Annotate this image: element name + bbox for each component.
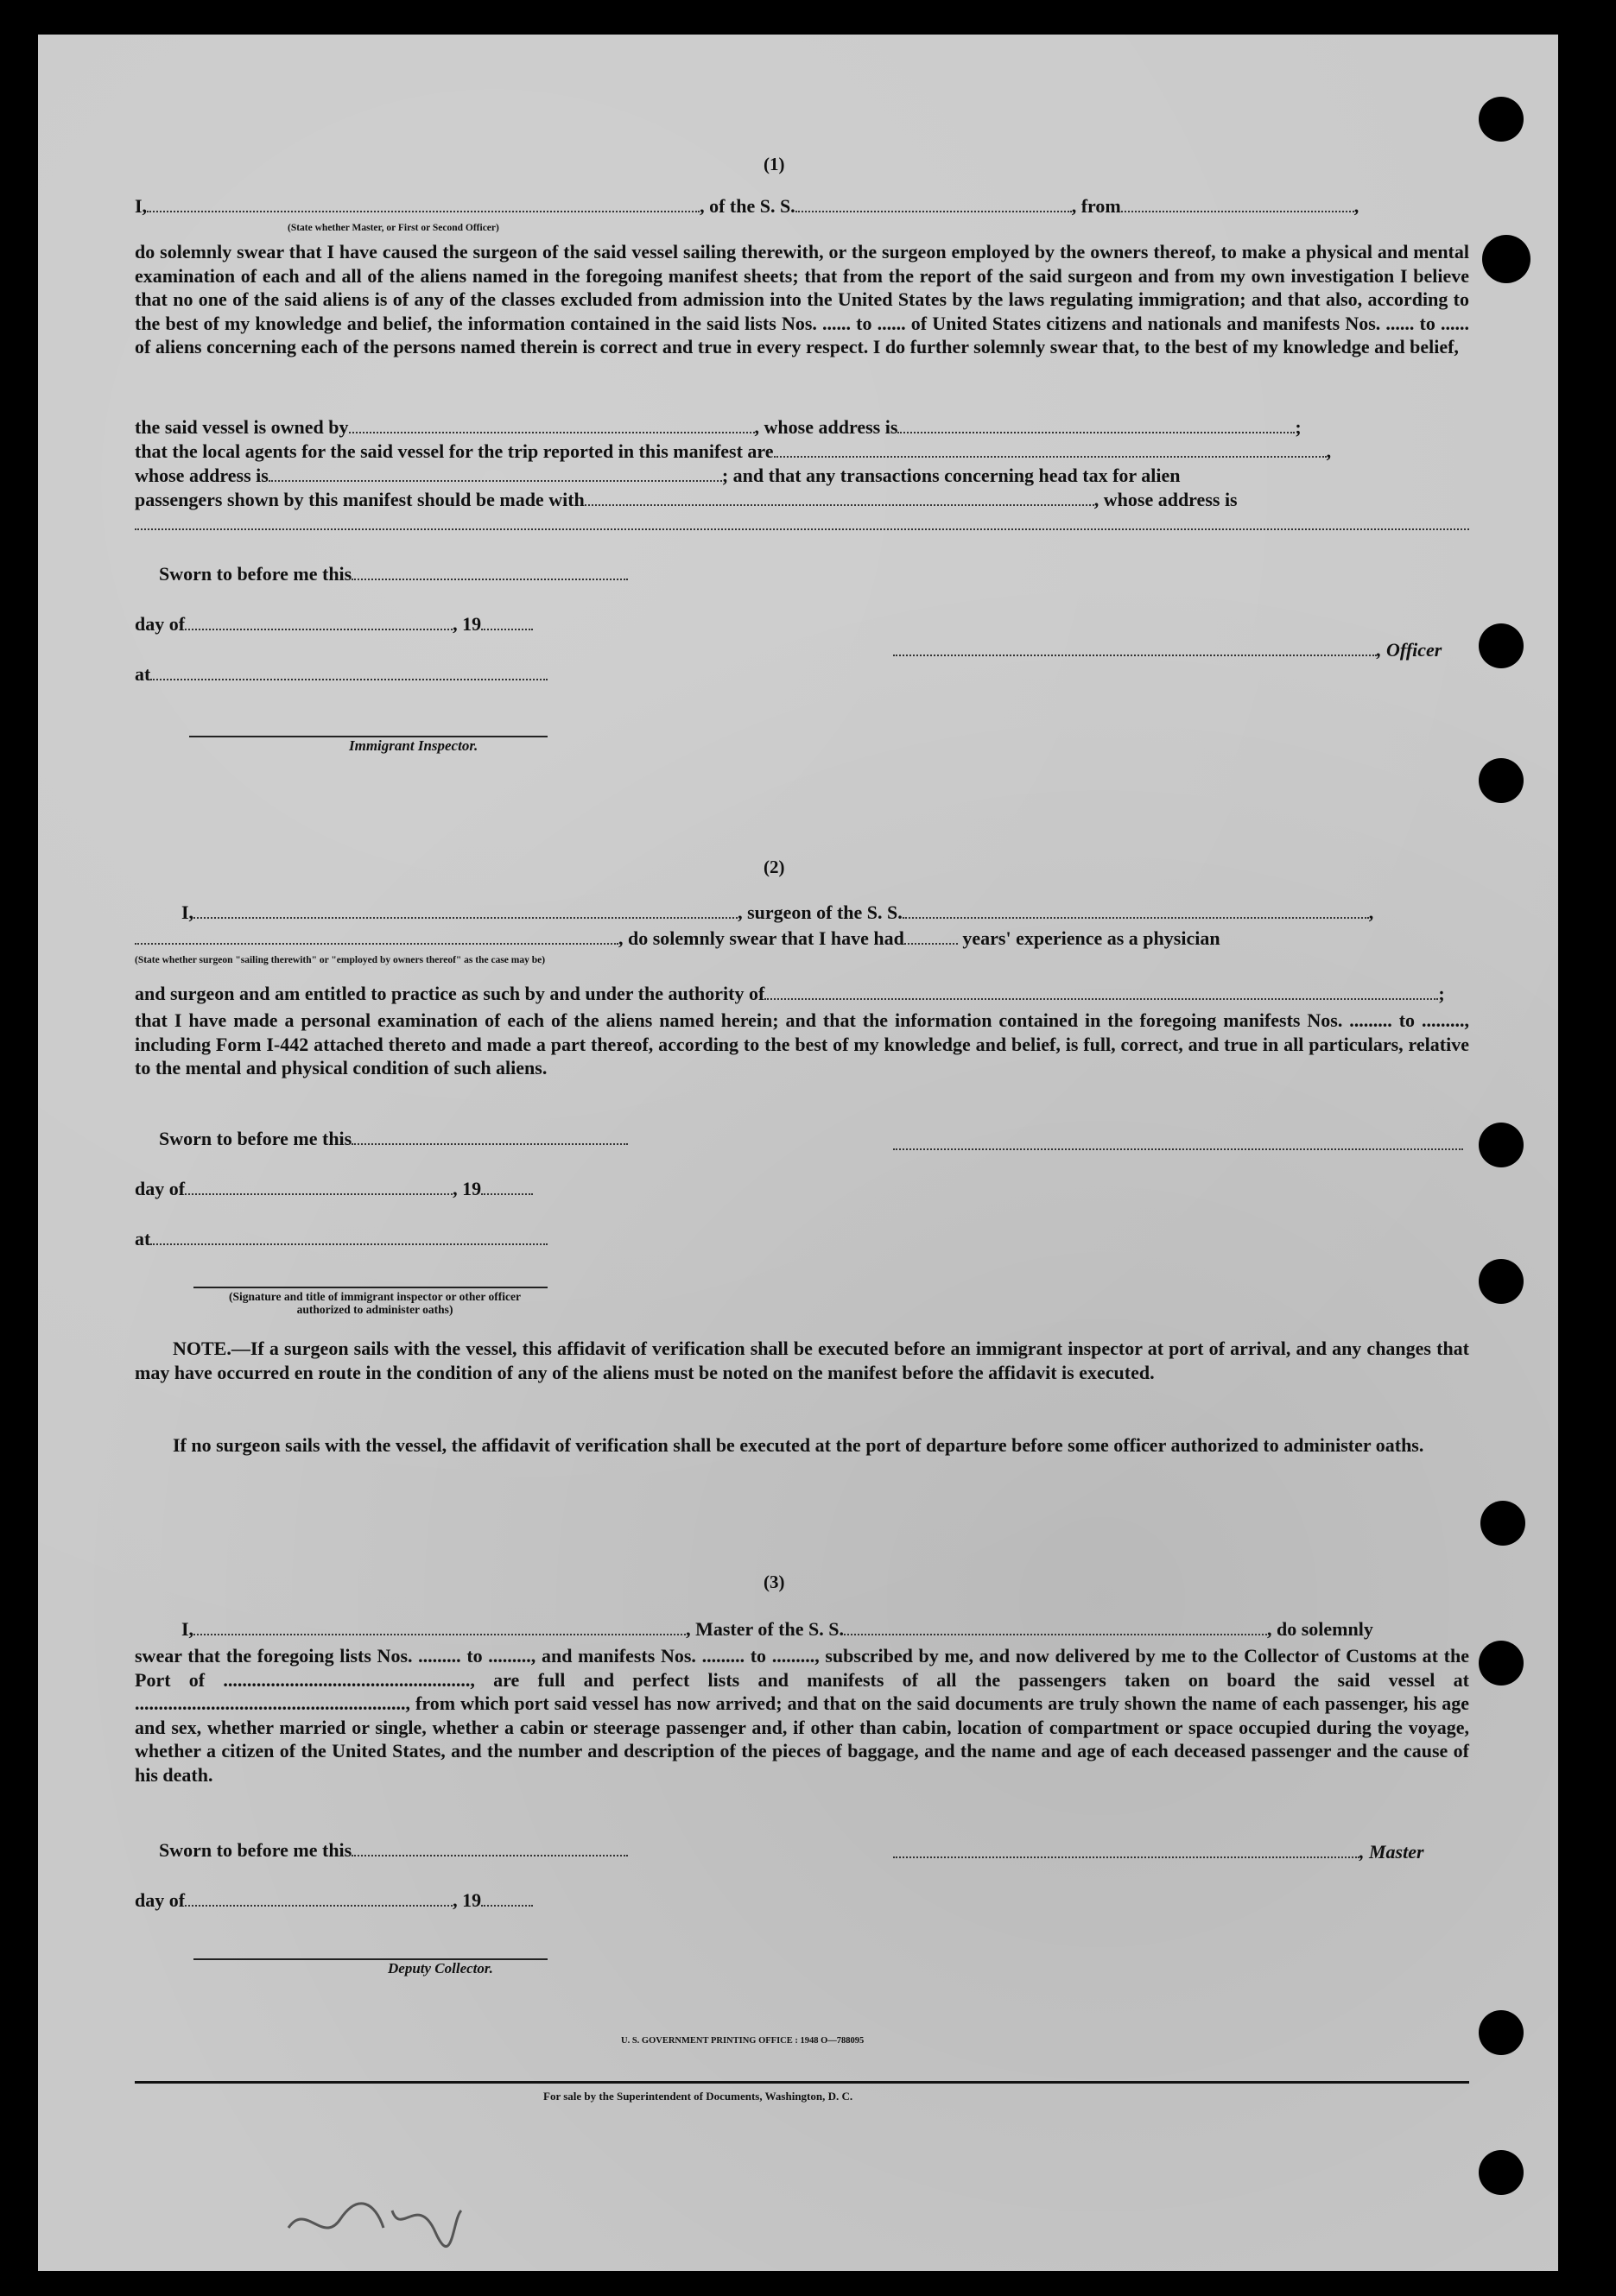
binder-hole: [1479, 758, 1524, 803]
section-3-master-signature-line: , Master: [893, 1841, 1424, 1863]
section-1-heading: (1): [764, 154, 785, 174]
gpo-imprint: U. S. GOVERNMENT PRINTING OFFICE : 1948 O—788095: [621, 2036, 865, 2046]
footer-rule: [135, 2081, 1469, 2084]
section-1-agents-address-line: whose address is ; and that any transactions concerning head tax for alien: [135, 465, 1181, 486]
section-2-line-1: I, , surgeon of the S. S. ,: [181, 901, 1374, 923]
section-1-line-1: I, , of the S. S. , from ,: [135, 195, 1359, 217]
section-1-inspector-label: Immigrant Inspector.: [349, 737, 478, 754]
section-1-owner-line: the said vessel is owned by , whose address is ;: [135, 416, 1302, 438]
binder-hole: [1479, 1641, 1524, 1686]
section-1-agents-line: that the local agents for the said vessel for the trip reported in this manifest are ,: [135, 440, 1332, 462]
section-3-deputy-rule: [193, 1958, 548, 1960]
binder-hole: [1479, 1123, 1524, 1167]
section-1-sworn-line: Sworn to before me this: [159, 563, 628, 585]
section-1-officer-signature-line: , Officer: [893, 639, 1442, 661]
section-2-heading: (2): [764, 857, 785, 877]
section-3-oath-text: swear that the foregoing lists Nos. ......... to ........., and manifests Nos. ......... to ........., subscribed by me, and now delivered by me to the Collector of Customs at the Port of ...................................................., are full and perfect lists and manifests of all the passengers taken on board the said vessel at ........................................................., from which port said vessel has now arrived; and that on the said documents are truly shown the name of each passenger, his age and sex, whether married or single, whether a cabin or steerage passenger and, if other than cabin, location of compartment or space occupied during the voyage, whether a citizen of the United States, and the number and description of the pieces of baggage, and the name and age of each deceased passenger and the cause of his death.: [135, 1645, 1469, 1786]
binder-hole: [1479, 623, 1524, 668]
section-1-day-line: day of , 19: [135, 613, 533, 636]
section-1-at-line: at: [135, 663, 548, 686]
binder-hole: [1479, 97, 1524, 142]
section-2-surgeon-caption: (State whether surgeon "sailing therewith" or "employed by owners thereof" as the case may be): [135, 955, 546, 965]
section-2-note-1: NOTE.—If a surgeon sails with the vessel, this affidavit of verification shall be executed before an immigrant inspector at port of arrival, and any changes that may have occurred en route in the condition of any of the aliens must be noted on the manifest before the affidavit is executed.: [135, 1338, 1469, 1383]
binder-hole: [1482, 235, 1530, 283]
section-2-note-2: If no surgeon sails with the vessel, the affidavit of verification shall be executed at the port of departure before some officer authorized to administer oaths.: [173, 1434, 1424, 1456]
section-3-sworn-line: Sworn to before me this: [159, 1839, 628, 1862]
section-3-deputy-label: Deputy Collector.: [388, 1960, 493, 1977]
binder-hole: [1479, 1259, 1524, 1304]
binder-hole: [1479, 2010, 1524, 2055]
section-1-blank-line: [135, 528, 1469, 530]
sale-notice: For sale by the Superintendent of Documents, Washington, D. C.: [543, 2090, 853, 2103]
section-1-head-tax-line: passengers shown by this manifest should be made with , whose address is: [135, 489, 1238, 510]
section-2-authority-line: and surgeon and am entitled to practice as such by and under the authority of ;: [135, 983, 1445, 1004]
section-2-day-line: day of , 19: [135, 1178, 533, 1200]
binder-hole: [1479, 2150, 1524, 2195]
section-2-line-2: , do solemnly swear that I have had years' experience as a physician: [135, 927, 1220, 950]
section-2-signature-rule: [893, 1148, 1463, 1150]
section-1-officer-caption: (State whether Master, or First or Second Officer): [288, 223, 499, 233]
section-2-oath-text: that I have made a personal examination of each of the aliens named herein; and that the information contained in the foregoing manifests Nos. ......... to ........., including Form I-442 attached thereto and made a part thereof, according to the best of my knowledge and belief, is full, correct, and true in all particulars, relative to the mental and physical condition of such aliens.: [135, 1009, 1469, 1079]
section-2-inspector-rule: [193, 1287, 548, 1288]
section-2-at-line: at: [135, 1228, 548, 1250]
section-1-oath-text: do solemnly swear that I have caused the surgeon of the said vessel sailing therewith, or the surgeon employed by the owners thereof, to make a physical and mental examination of each and all of the aliens named in the foregoing manifest sheets; that from the report of the said surgeon and from my own investigation I believe that no one of the said aliens is of any of the classes excluded from admission into the United States by the laws regulating immigration; and that also, according to the best of my knowledge and belief, the information contained in the said lists Nos. ...... to ...... of United States citizens and nationals and manifests Nos. ...... to ...... of aliens concerning each of the persons named therein is correct and true in every respect. I do further solemnly swear that, to the best of my knowledge and belief,: [135, 241, 1469, 358]
binder-hole: [1480, 1501, 1525, 1546]
section-2-signature-caption: (Signature and title of immigrant inspector or other officer authorized to administer oaths): [229, 1290, 521, 1316]
manifest-verification-page: [38, 35, 1558, 2271]
handwritten-initials: [280, 2185, 470, 2254]
section-3-day-line: day of , 19: [135, 1889, 533, 1912]
section-3-line-1: I, , Master of the S. S. , do solemnly: [181, 1618, 1373, 1640]
section-3-heading: (3): [764, 1572, 785, 1592]
section-2-sworn-line: Sworn to before me this: [159, 1128, 628, 1150]
